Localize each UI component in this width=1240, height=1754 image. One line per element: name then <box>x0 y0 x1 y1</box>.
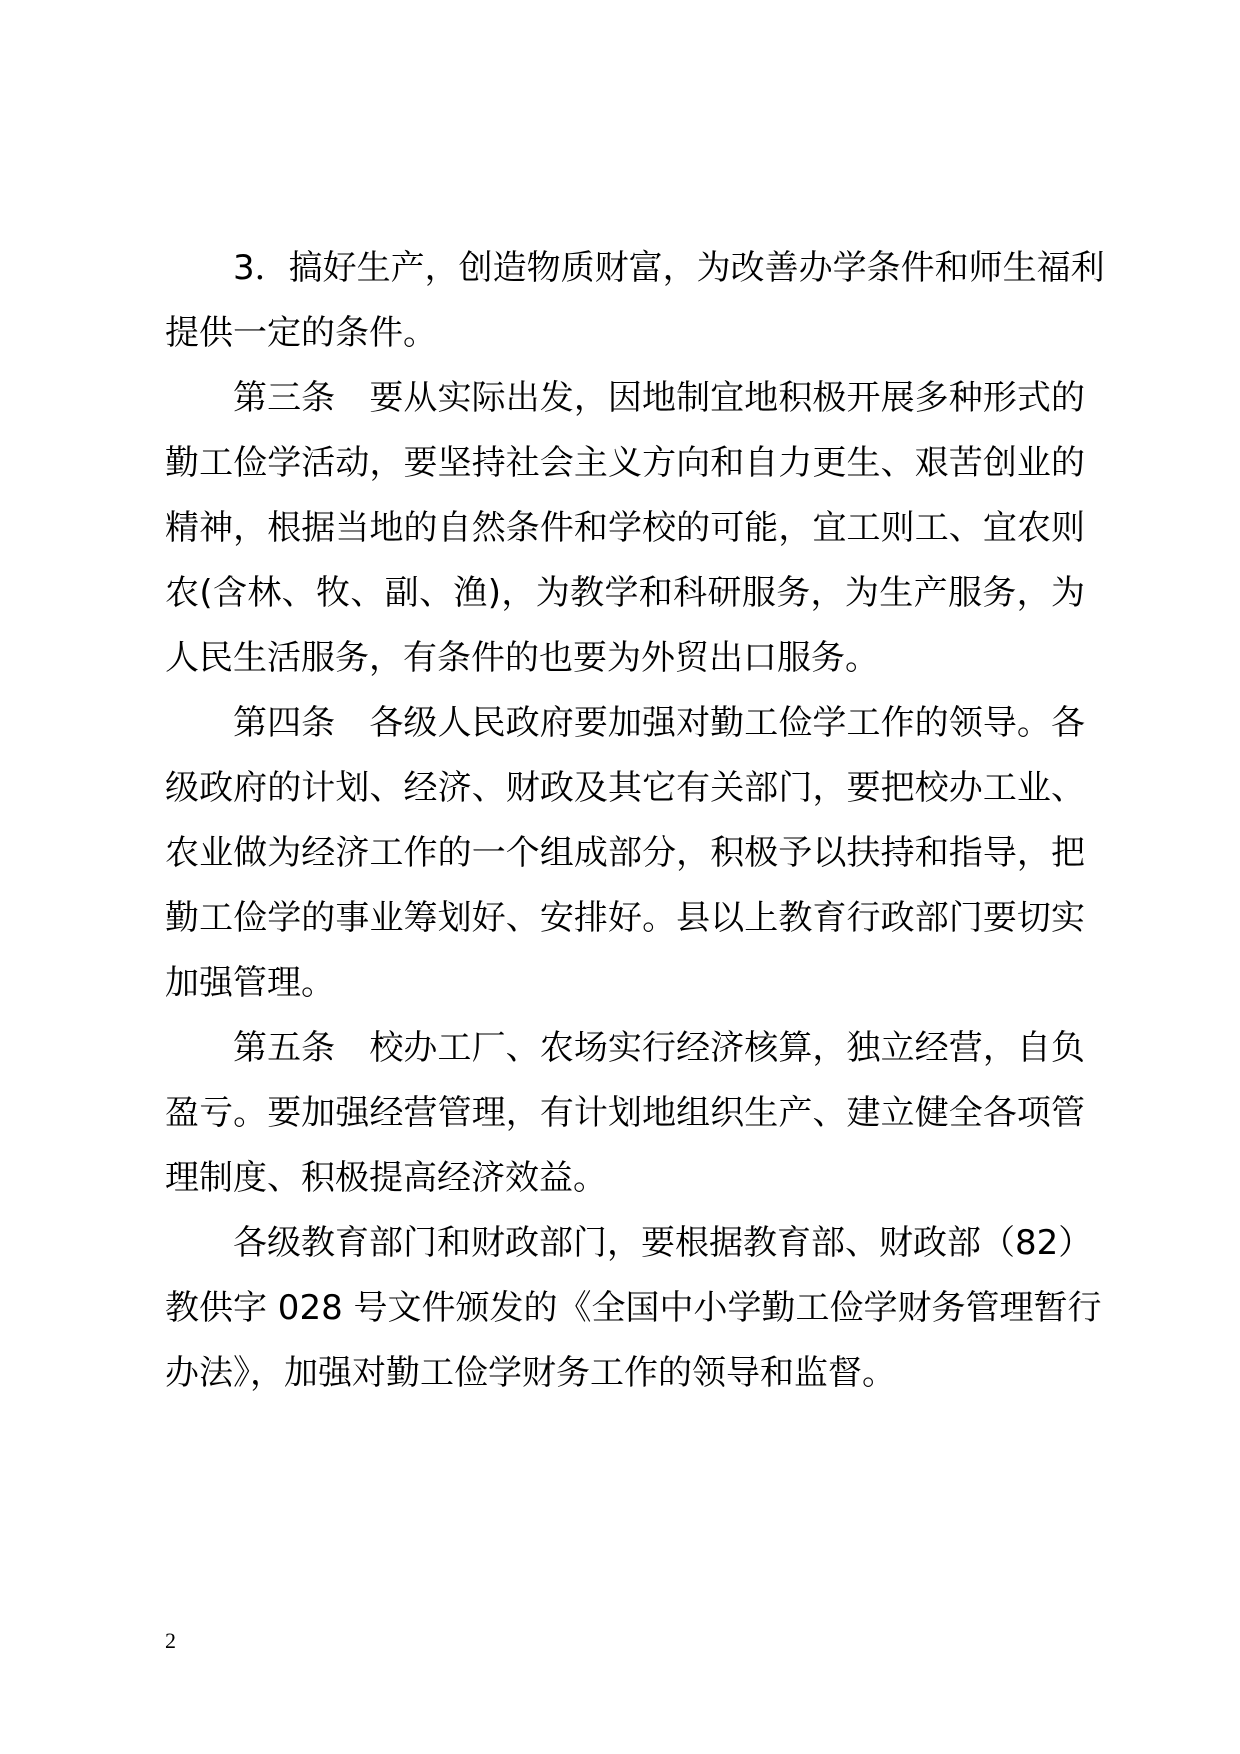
text-line: 人民生活服务，有条件的也要为外贸出口服务。 <box>165 638 879 678</box>
text-line: 精神，根据当地的自然条件和学校的可能，宜工则工、宜农则 <box>165 508 1085 548</box>
text-line: 理制度、积极提高经济效益。 <box>165 1158 607 1198</box>
text-line: 勤工俭学活动，要坚持社会主义方向和自力更生、艰苦创业的 <box>165 443 1085 483</box>
text-line: 农(含林、牧、副、渔)，为教学和科研服务，为生产服务，为 <box>165 573 1085 613</box>
document-body <box>165 236 1105 1406</box>
paragraph <box>165 691 1085 1016</box>
text-line: 第四条 各级人民政府要加强对勤工俭学工作的领导。各 <box>233 703 1085 743</box>
paragraph <box>165 236 1105 366</box>
text-line: 第五条 校办工厂、农场实行经济核算，独立经营，自负 <box>233 1028 1085 1068</box>
paragraph <box>165 1211 1102 1406</box>
text-line: 各级教育部门和财政部门，要根据教育部、财政部（82） <box>233 1223 1093 1263</box>
page-number: 2 <box>165 1628 176 1653</box>
text-line: 级政府的计划、经济、财政及其它有关部门，要把校办工业、 <box>165 768 1085 808</box>
text-line: 办法》，加强对勤工俭学财务工作的领导和监督。 <box>165 1353 896 1393</box>
text-line: 勤工俭学的事业筹划好、安排好。县以上教育行政部门要切实 <box>165 898 1085 938</box>
text-line: 3．搞好生产，创造物质财富，为改善办学条件和师生福利 <box>233 248 1105 288</box>
text-line: 教供字 028 号文件颁发的《全国中小学勤工俭学财务管理暂行 <box>165 1288 1102 1328</box>
text-line: 第三条 要从实际出发，因地制宜地积极开展多种形式的 <box>233 378 1085 418</box>
text-line: 加强管理。 <box>165 963 335 1003</box>
paragraph <box>165 366 1085 691</box>
text-line: 盈亏。要加强经营管理，有计划地组织生产、建立健全各项管 <box>165 1093 1085 1133</box>
text-line: 农业做为经济工作的一个组成部分，积极予以扶持和指导，把 <box>165 833 1085 873</box>
text-line: 提供一定的条件。 <box>165 313 437 353</box>
paragraph <box>165 1016 1085 1211</box>
